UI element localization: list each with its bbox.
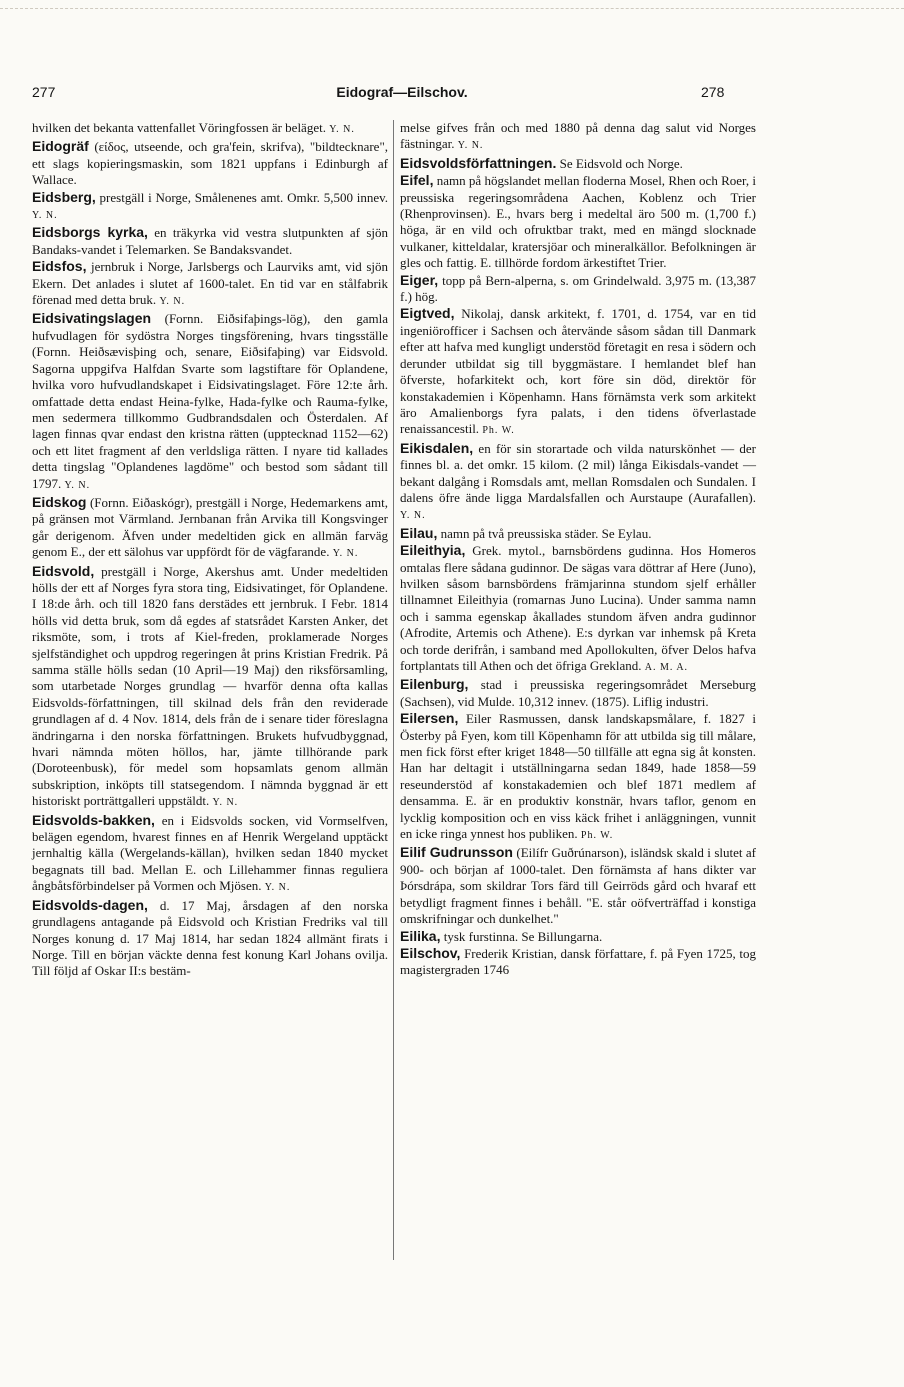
- entry-text: Frederik Kristian, dansk författare, f. på Fyen 1725, tog magistergraden 1746: [400, 945, 756, 978]
- dictionary-entry: [400, 945, 756, 979]
- dictionary-entry: [400, 305, 756, 439]
- dictionary-entry: [400, 172, 756, 271]
- entry-headword: Eikisdalen,: [400, 439, 474, 456]
- dictionary-entry: [32, 812, 388, 897]
- top-rule: [0, 8, 904, 9]
- entry-headword: Eidsvolds-bakken,: [32, 811, 155, 828]
- right-column: [400, 120, 756, 979]
- dictionary-entry: [32, 310, 388, 493]
- entry-text: (Fornn. Eiðaskógr), prestgäll i Norge, Hedemarkens amt, på gränsen mot Värmland. Jernbanan från Arvika till Kongsvinger går derigenom. Äfven under medeltiden gick en allmän farväg genom E., der ett sälohus var uppfördt för de vägfarande.: [32, 494, 388, 560]
- column-divider: [393, 120, 394, 1260]
- dictionary-entry: [32, 189, 388, 225]
- entry-signature: Ph. W.: [482, 425, 515, 437]
- entry-text: prestgäll i Norge, Smålenenes amt. Omkr. 5,500 innev.: [95, 189, 388, 205]
- entry-text: namn på två preussiska städer. Se Eylau.: [437, 525, 652, 541]
- dictionary-entry: [32, 494, 388, 563]
- entry-headword: Eileithyia,: [400, 542, 466, 559]
- entry-headword: Eilersen,: [400, 710, 459, 727]
- entry-text: stad i preussiska regeringsområdet Merseburg (Sachsen), vid Mulde. 10,312 innev. (1875). Liflig industri.: [400, 677, 756, 709]
- entry-headword: Eidsvolds-dagen,: [32, 896, 148, 913]
- entry-text: (είδος, utseende, och gra'fein, skrifva), "bildtecknare", ett slags kopieringsmaskin, som 1821 uppfans i Edinburgh af Wallace.: [32, 139, 388, 188]
- entry-signature: Y. N.: [457, 140, 484, 152]
- entry-text: Eiler Rasmussen, dansk landskapsmålare, f. 1827 i Österby på Fyen, kom till Köpenhamn för att utbilda sig till målare, men fick först efter kriget 1848—50 tillfälle att egna sig åt konsten. Han har deltagit i utställningarna sedan 1849, hade 1858—59 reseunderstöd af konstakademien och blef 1871 medlem af densamma. E. är en produktiv konstnär, hvars taflor, genom en lycklig komposition och en viss käck frihet i anläggningen, vunnit en icke ringa ynnest hos publiken.: [400, 711, 756, 842]
- dictionary-entry: [400, 844, 756, 927]
- page-number-left: 277: [32, 84, 56, 100]
- entry-headword: Eidsivatingslagen: [32, 310, 152, 327]
- entry-text: prestgäll i Norge, Akershus amt. Under medeltiden hölls der ett af Norges fyra stora ting, Eidsivatinget, för Oplandene. I 18:de årh. och till 1820 fans derstädes ett jernbruk. I Febr. 1814 hölls vid detta bruk, som då egdes af statsrådet Karsten Anker, det riksmöte, som, i trots af Kiel-freden, proklamerade Norges sjelfständighet och uppdrog regeringen åt prins Kristian Fredrik. På samma ställe hölls sedan (10 April—19 Maj) den riksförsamling, som utarbetade Norges grundlag — hvarför denna ofta kallas Eidsvolds-författningen, till skilnad dels från den reviderade grundlagen af d. 4 Nov. 1814, dels från de i senare tider föreslagna ändringarna i den norska författningen. Brukets hufvudbyggnad, hvari nämnda möten höllos, har, jämte tillhörande park (Doroteenbusk), för medel som hopsamlats genom allmän subskription, inköpts till statsegendom. I nämnda byggnad är ett historiskt porträttgalleri uppstäldt.: [32, 563, 388, 809]
- page-number-right: 278: [701, 84, 725, 100]
- entry-headword: Eidogräf: [32, 138, 89, 155]
- dictionary-entry: [400, 120, 756, 155]
- entry-text: tysk furstinna. Se Billungarna.: [440, 928, 603, 944]
- entry-headword: Eiger,: [400, 271, 439, 288]
- entry-text: d. 17 Maj, årsdagen af den norska grundlagens antagande på Eidsvold och Kristian Fredriks val till Norges konung d. 17 Maj 1814, har sedan 1824 allmänt firats i Norge. Till en början väckte denna fest konung Karl Johans ovilja. Till följd af Oskar II:s bestäm-: [32, 897, 388, 979]
- entry-signature: Y. N.: [64, 479, 91, 491]
- entry-text: jernbruk i Norge, Jarlsbergs och Laurviks amt, vid sjön Ekern. Det anlades i slutet af 1600-talet. En tid var en stålfabrik förenad med detta bruk.: [32, 259, 388, 308]
- entry-headword: Eidsvold,: [32, 562, 95, 579]
- dictionary-entry: [400, 272, 756, 306]
- dictionary-entry: [400, 710, 756, 844]
- dictionary-entry: [400, 525, 756, 542]
- entry-text: hvilken det bekanta vattenfallet Vöringfossen är beläget.: [32, 120, 326, 135]
- entry-headword: Eidskog: [32, 493, 87, 510]
- dictionary-entry: [400, 928, 756, 945]
- entry-headword: Eilschov,: [400, 944, 461, 961]
- entry-text: en i Eidsvolds socken, vid Vormselfven, belägen egendom, hvarest finnes en af Henrik Wergeland upptäckt jernhaltig källa (Wergelands-källan), hvilken sedan 1840 mycket begagnats till bad. Mellan E. och Lillehammer finnas reguliera ångbåtsförbindelser på Vormen och Mjösen.: [32, 812, 388, 894]
- dictionary-entry: [32, 120, 388, 138]
- entry-headword: Eilif Gudrunsson: [400, 844, 513, 861]
- entry-text: melse gifves från och med 1880 på denna dag salut vid Norges fästningar.: [400, 120, 756, 152]
- entry-text: en för sin storartade och vilda naturskönhet — der finnes bl. a. det omkr. 15 kilom. (2 mil) långa Eikisdals-vandet — bekant dalgång i Romsdals amt, mellan Romsdalen och Sundalen. I dalens öfre ände ligga Mardalsfallen och Aurstaupe (Aurafallen).: [400, 440, 756, 505]
- entry-text: Nikolaj, dansk arkitekt, f. 1701, d. 1754, var en tid ingeniörofficer i Sachsen och återvände såsom sådan till Danmark efter att hafva med kungligt understöd företagit en resa i södern och derunder utbildat sig till byggmästare. I hemlandet blef han öfverste, hofarkitekt och, kort före sin död, direktör för konstakademien i Köpenhamn. Hans förnämsta verk som arkitekt äro Amalienborgs fyra palats, i den tidens öfverlastade renaissancestil.: [400, 306, 756, 437]
- dictionary-entry: [32, 897, 388, 980]
- entry-headword: Eigtved,: [400, 305, 455, 322]
- entry-headword: Eidsborgs kyrka,: [32, 224, 148, 241]
- entry-signature: A. M. A.: [644, 662, 689, 673]
- entry-signature: Ph. W.: [580, 830, 614, 842]
- entry-signature: Y. N.: [159, 296, 186, 308]
- dictionary-entry: [400, 676, 756, 710]
- dictionary-entry: [32, 563, 388, 812]
- entry-signature: Y. N.: [332, 548, 359, 560]
- entry-signature: Y. N.: [212, 797, 239, 809]
- entry-text: (Eilífr Guðrúnarson), isländsk skald i slutet af 900- och början af 1000-talet. Den förnämsta af hans dikter var Þórsdrápa, som skildrar Tors färd till Geirröds gård och hvaraf ett betydligt fragment finnes i behåll. "E. står oöfverträffad i konstiga omskrifningar och dunkelhet.": [400, 845, 756, 927]
- dictionary-entry: [400, 440, 756, 525]
- entry-signature: Y. N.: [264, 882, 291, 894]
- entry-text: topp på Bern-alperna, s. om Grindelwald. 3,975 m. (13,387 f.) hög.: [400, 272, 756, 305]
- entry-text: (Fornn. Eiðsifaþings-lög), den gamla hufvudlagen för sydöstra Norges tingsförening, hvars tingsställe (Fornn. Heiðsævisþing och, senare, Eiðsifaþing) var Eidsvold. Sagorna uppgifva Halfdan Svarte som lagstiftare för Oplandene, hvilka voro hufvudlandskapet i Eidsivatingslaget. Före 12:te årh. omfattade detta endast Heina-fylke, Hada-fylke och Rauma-fylke, men sedermera tillkommo Gudbrandsdalen och Österdalen. Af lagen finnas qvar endast den kristna rätten (upptecknad 1152—62) och ett litet fragment af den verldsliga rätten. I nyare tid kallades detta tingslag "Oplandenes lagdöme" och bestod som sådant till 1797.: [32, 311, 388, 491]
- page-header: [32, 84, 752, 104]
- dictionary-entry: [32, 138, 388, 188]
- entry-text: namn på högslandet mellan floderna Mosel, Rhen och Roer, i preussiska regeringsområdena Aachen, Koblenz och Trier (Rhenprovinsen). E., hvars berg i medeltal äro 500 m. (1,700 f.) höga, är en vild och ofruktbar trakt, med en mängd slocknade vulkaner, kitteldalar, kratersjöar och mineralkällor. Befolkningen är gles och fattig. E. tillhörde fordom ärkestiftet Trier.: [400, 173, 756, 271]
- dictionary-entry: [32, 258, 388, 310]
- entry-signature: Y. N.: [329, 124, 355, 135]
- left-column: [32, 120, 388, 980]
- entry-signature: Y. N.: [32, 210, 58, 222]
- entry-headword: Eilau,: [400, 524, 438, 541]
- entry-headword: Eidsberg,: [32, 188, 96, 205]
- dictionary-entry: [400, 542, 756, 676]
- entry-text: Grek. mytol., barnsbördens gudinna. Hos Homeros omtalas flere sådana gudinnor. De sägas vara döttrar af Here (Juno), hvilken såsom barnsbördens främjarinna stundom sjelf erhåller tillnamnet Eileithyia (romarnas Juno Lucina). Under samma namn och i samma egenskap åkallades stundom äfven andra gudinnor (Afrodite, Artemis och Athene). E:s dyrkan var inhemsk på Kreta och torde derifrån, i samband med Apollokulten, öfver Delos hafva fortplantats till Athen och det öfriga Grekland.: [400, 543, 756, 673]
- dictionary-entry: [32, 224, 388, 258]
- dictionary-entry: [400, 155, 756, 172]
- entry-headword: Eidsvoldsförfattningen.: [400, 154, 557, 171]
- entry-headword: Eilika,: [400, 927, 441, 944]
- running-title: Eidograf—Eilschov.: [336, 84, 468, 100]
- entry-headword: Eilenburg,: [400, 676, 469, 693]
- entry-headword: Eidsfos,: [32, 258, 87, 275]
- entry-text: en träkyrka vid vestra slutpunkten af sjön Bandaks-vandet i Telemarken. Se Bandaksvandet.: [32, 225, 388, 257]
- entry-headword: Eifel,: [400, 172, 434, 189]
- entry-text: Se Eidsvold och Norge.: [556, 155, 683, 171]
- entry-signature: Y. N.: [400, 510, 426, 522]
